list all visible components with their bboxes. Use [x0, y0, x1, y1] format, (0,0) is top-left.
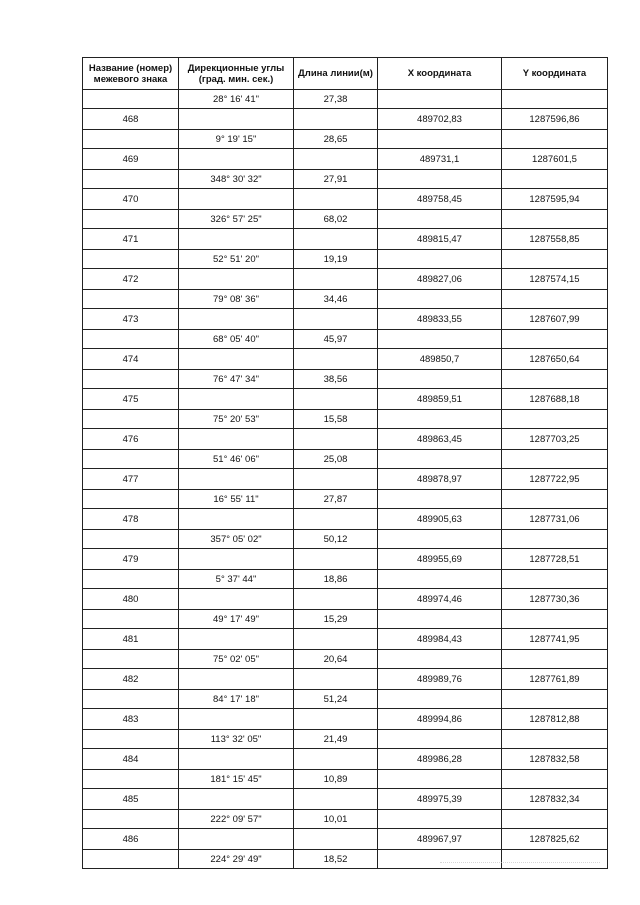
direction-angle-cell: 16° 55' 11" — [179, 490, 294, 509]
line-length-cell — [294, 389, 378, 410]
table-row-segment — [83, 610, 608, 629]
direction-angle-cell — [179, 229, 294, 250]
y-coordinate-cell: 1287596,86 — [502, 109, 608, 130]
line-length-cell: 18,86 — [294, 570, 378, 589]
direction-angle-cell — [179, 429, 294, 450]
y-coordinate-cell: 1287731,06 — [502, 509, 608, 530]
header-y-coordinate: Y координата — [502, 58, 608, 90]
line-length-cell — [294, 429, 378, 450]
y-coordinate-cell — [502, 810, 608, 829]
table-row-point — [83, 749, 608, 770]
marker-name-cell — [83, 210, 179, 229]
table-row-segment — [83, 530, 608, 549]
direction-angle-cell: 28° 16' 41" — [179, 90, 294, 109]
direction-angle-cell: 224° 29' 49" — [179, 850, 294, 869]
direction-angle-cell: 222° 09' 57" — [179, 810, 294, 829]
marker-name-cell: 485 — [83, 789, 179, 810]
x-coordinate-cell: 489986,28 — [378, 749, 502, 770]
marker-name-cell: 472 — [83, 269, 179, 290]
direction-angle-cell: 51° 46' 06" — [179, 450, 294, 469]
y-coordinate-cell: 1287761,89 — [502, 669, 608, 690]
direction-angle-cell: 79° 08' 36" — [179, 290, 294, 309]
y-coordinate-cell — [502, 650, 608, 669]
direction-angle-cell — [179, 749, 294, 770]
marker-name-cell: 481 — [83, 629, 179, 650]
y-coordinate-cell — [502, 290, 608, 309]
line-length-cell: 45,97 — [294, 330, 378, 349]
line-length-cell: 20,64 — [294, 650, 378, 669]
direction-angle-cell — [179, 709, 294, 730]
table-row-segment — [83, 330, 608, 349]
table-row-point — [83, 629, 608, 650]
marker-name-cell — [83, 810, 179, 829]
marker-name-cell: 484 — [83, 749, 179, 770]
marker-name-cell — [83, 490, 179, 509]
table-row-segment — [83, 810, 608, 829]
table-row-segment — [83, 170, 608, 189]
line-length-cell: 18,52 — [294, 850, 378, 869]
y-coordinate-cell: 1287650,64 — [502, 349, 608, 370]
marker-name-cell: 471 — [83, 229, 179, 250]
header-x-coordinate: X координата — [378, 58, 502, 90]
marker-name-cell: 478 — [83, 509, 179, 530]
table-row-segment — [83, 130, 608, 149]
table-row-point — [83, 269, 608, 290]
line-length-cell — [294, 789, 378, 810]
line-length-cell: 15,58 — [294, 410, 378, 429]
line-length-cell — [294, 509, 378, 530]
table-row-point — [83, 149, 608, 170]
x-coordinate-cell — [378, 810, 502, 829]
marker-name-cell: 469 — [83, 149, 179, 170]
y-coordinate-cell — [502, 450, 608, 469]
x-coordinate-cell: 489975,39 — [378, 789, 502, 810]
table-row-segment — [83, 770, 608, 789]
y-coordinate-cell — [502, 410, 608, 429]
x-coordinate-cell — [378, 490, 502, 509]
table-row-segment — [83, 370, 608, 389]
direction-angle-cell: 357° 05' 02" — [179, 530, 294, 549]
direction-angle-cell — [179, 589, 294, 610]
marker-name-cell: 468 — [83, 109, 179, 130]
table-row-segment — [83, 450, 608, 469]
x-coordinate-cell: 489984,43 — [378, 629, 502, 650]
marker-name-cell — [83, 610, 179, 629]
marker-name-cell — [83, 90, 179, 109]
direction-angle-cell: 326° 57' 25" — [179, 210, 294, 229]
x-coordinate-cell — [378, 450, 502, 469]
line-length-cell: 10,01 — [294, 810, 378, 829]
y-coordinate-cell: 1287832,58 — [502, 749, 608, 770]
marker-name-cell — [83, 370, 179, 389]
table-row-point — [83, 229, 608, 250]
y-coordinate-cell: 1287832,34 — [502, 789, 608, 810]
marker-name-cell — [83, 250, 179, 269]
marker-name-cell: 470 — [83, 189, 179, 210]
marker-name-cell — [83, 130, 179, 149]
x-coordinate-cell — [378, 730, 502, 749]
direction-angle-cell — [179, 669, 294, 690]
y-coordinate-cell: 1287812,88 — [502, 709, 608, 730]
line-length-cell — [294, 469, 378, 490]
table-row-segment — [83, 490, 608, 509]
table-row-point — [83, 109, 608, 130]
table-row-point — [83, 829, 608, 850]
y-coordinate-cell — [502, 210, 608, 229]
header-line-length: Длина линии(м) — [294, 58, 378, 90]
x-coordinate-cell — [378, 330, 502, 349]
x-coordinate-cell: 489989,76 — [378, 669, 502, 690]
table-row-segment — [83, 250, 608, 269]
direction-angle-cell: 113° 32' 05" — [179, 730, 294, 749]
marker-name-cell — [83, 170, 179, 189]
x-coordinate-cell: 489974,46 — [378, 589, 502, 610]
direction-angle-cell: 181° 15' 45" — [179, 770, 294, 789]
marker-name-cell — [83, 410, 179, 429]
line-length-cell: 50,12 — [294, 530, 378, 549]
marker-name-cell: 479 — [83, 549, 179, 570]
coordinates-table — [82, 57, 608, 869]
line-length-cell: 28,65 — [294, 130, 378, 149]
y-coordinate-cell: 1287558,85 — [502, 229, 608, 250]
y-coordinate-cell: 1287601,5 — [502, 149, 608, 170]
x-coordinate-cell: 489878,97 — [378, 469, 502, 490]
x-coordinate-cell — [378, 650, 502, 669]
table-row-point — [83, 789, 608, 810]
y-coordinate-cell — [502, 530, 608, 549]
line-length-cell: 34,46 — [294, 290, 378, 309]
y-coordinate-cell — [502, 610, 608, 629]
line-length-cell — [294, 669, 378, 690]
y-coordinate-cell — [502, 370, 608, 389]
line-length-cell: 10,89 — [294, 770, 378, 789]
line-length-cell — [294, 229, 378, 250]
direction-angle-cell — [179, 149, 294, 170]
marker-name-cell — [83, 330, 179, 349]
y-coordinate-cell: 1287688,18 — [502, 389, 608, 410]
line-length-cell: 15,29 — [294, 610, 378, 629]
marker-name-cell: 475 — [83, 389, 179, 410]
direction-angle-cell — [179, 389, 294, 410]
line-length-cell — [294, 309, 378, 330]
marker-name-cell: 486 — [83, 829, 179, 850]
line-length-cell: 38,56 — [294, 370, 378, 389]
direction-angle-cell: 5° 37' 44" — [179, 570, 294, 589]
header-marker-name: Название (номер) межевого знака — [83, 58, 179, 90]
marker-name-cell — [83, 650, 179, 669]
marker-name-cell: 474 — [83, 349, 179, 370]
y-coordinate-cell: 1287741,95 — [502, 629, 608, 650]
x-coordinate-cell — [378, 290, 502, 309]
table-row-point — [83, 669, 608, 690]
table-row-point — [83, 349, 608, 370]
direction-angle-cell — [179, 189, 294, 210]
direction-angle-cell: 68° 05' 40" — [179, 330, 294, 349]
x-coordinate-cell: 489905,63 — [378, 509, 502, 530]
y-coordinate-cell — [502, 490, 608, 509]
table-header — [83, 58, 608, 90]
line-length-cell — [294, 149, 378, 170]
table-row-point — [83, 589, 608, 610]
y-coordinate-cell — [502, 570, 608, 589]
direction-angle-cell: 76° 47' 34" — [179, 370, 294, 389]
x-coordinate-cell — [378, 90, 502, 109]
direction-angle-cell — [179, 789, 294, 810]
boundary-coordinates-sheet — [82, 57, 607, 869]
x-coordinate-cell: 489731,1 — [378, 149, 502, 170]
marker-name-cell — [83, 850, 179, 869]
y-coordinate-cell — [502, 130, 608, 149]
line-length-cell: 25,08 — [294, 450, 378, 469]
x-coordinate-cell: 489955,69 — [378, 549, 502, 570]
x-coordinate-cell: 489815,47 — [378, 229, 502, 250]
header-row — [83, 58, 608, 90]
x-coordinate-cell: 489994,86 — [378, 709, 502, 730]
y-coordinate-cell — [502, 730, 608, 749]
y-coordinate-cell — [502, 250, 608, 269]
y-coordinate-cell: 1287607,99 — [502, 309, 608, 330]
x-coordinate-cell — [378, 770, 502, 789]
table-row-point — [83, 429, 608, 450]
x-coordinate-cell — [378, 410, 502, 429]
line-length-cell: 68,02 — [294, 210, 378, 229]
y-coordinate-cell — [502, 770, 608, 789]
x-coordinate-cell: 489702,83 — [378, 109, 502, 130]
direction-angle-cell — [179, 629, 294, 650]
line-length-cell: 51,24 — [294, 690, 378, 709]
table-row-point — [83, 509, 608, 530]
marker-name-cell: 482 — [83, 669, 179, 690]
x-coordinate-cell: 489758,45 — [378, 189, 502, 210]
x-coordinate-cell: 489967,97 — [378, 829, 502, 850]
x-coordinate-cell: 489833,55 — [378, 309, 502, 330]
line-length-cell — [294, 629, 378, 650]
table-body — [83, 90, 608, 869]
marker-name-cell: 483 — [83, 709, 179, 730]
x-coordinate-cell — [378, 610, 502, 629]
y-coordinate-cell: 1287825,62 — [502, 829, 608, 850]
direction-angle-cell — [179, 269, 294, 290]
direction-angle-cell: 52° 51' 20" — [179, 250, 294, 269]
line-length-cell — [294, 589, 378, 610]
line-length-cell: 27,87 — [294, 490, 378, 509]
table-row-segment — [83, 730, 608, 749]
direction-angle-cell: 9° 19' 15" — [179, 130, 294, 149]
table-row-segment — [83, 570, 608, 589]
marker-name-cell: 477 — [83, 469, 179, 490]
x-coordinate-cell — [378, 570, 502, 589]
line-length-cell: 27,38 — [294, 90, 378, 109]
y-coordinate-cell — [502, 330, 608, 349]
line-length-cell: 21,49 — [294, 730, 378, 749]
x-coordinate-cell — [378, 130, 502, 149]
y-coordinate-cell — [502, 90, 608, 109]
y-coordinate-cell: 1287574,15 — [502, 269, 608, 290]
direction-angle-cell — [179, 309, 294, 330]
direction-angle-cell: 84° 17' 18" — [179, 690, 294, 709]
table-row-segment — [83, 410, 608, 429]
table-row-point — [83, 389, 608, 410]
table-row-point — [83, 709, 608, 730]
marker-name-cell — [83, 530, 179, 549]
x-coordinate-cell — [378, 210, 502, 229]
x-coordinate-cell: 489859,51 — [378, 389, 502, 410]
direction-angle-cell — [179, 829, 294, 850]
table-row-point — [83, 309, 608, 330]
direction-angle-cell — [179, 109, 294, 130]
line-length-cell — [294, 709, 378, 730]
line-length-cell — [294, 109, 378, 130]
marker-name-cell — [83, 730, 179, 749]
direction-angle-cell: 75° 02' 05" — [179, 650, 294, 669]
y-coordinate-cell: 1287595,94 — [502, 189, 608, 210]
table-row-segment — [83, 650, 608, 669]
direction-angle-cell: 49° 17' 49" — [179, 610, 294, 629]
marker-name-cell: 476 — [83, 429, 179, 450]
line-length-cell — [294, 749, 378, 770]
y-coordinate-cell: 1287728,51 — [502, 549, 608, 570]
line-length-cell — [294, 189, 378, 210]
x-coordinate-cell — [378, 370, 502, 389]
direction-angle-cell — [179, 349, 294, 370]
marker-name-cell: 473 — [83, 309, 179, 330]
marker-name-cell — [83, 290, 179, 309]
y-coordinate-cell: 1287730,36 — [502, 589, 608, 610]
table-row-segment — [83, 690, 608, 709]
line-length-cell — [294, 549, 378, 570]
direction-angle-cell: 75° 20' 53" — [179, 410, 294, 429]
table-row-point — [83, 189, 608, 210]
x-coordinate-cell — [378, 170, 502, 189]
table-row-segment — [83, 210, 608, 229]
direction-angle-cell — [179, 549, 294, 570]
table-row-point — [83, 469, 608, 490]
header-direction-angle: Дирекционные углы (град. мин. сек.) — [179, 58, 294, 90]
x-coordinate-cell: 489827,06 — [378, 269, 502, 290]
table-row-segment — [83, 290, 608, 309]
line-length-cell — [294, 829, 378, 850]
marker-name-cell — [83, 690, 179, 709]
line-length-cell — [294, 269, 378, 290]
y-coordinate-cell: 1287722,95 — [502, 469, 608, 490]
x-coordinate-cell — [378, 250, 502, 269]
direction-angle-cell — [179, 469, 294, 490]
x-coordinate-cell: 489863,45 — [378, 429, 502, 450]
line-length-cell: 19,19 — [294, 250, 378, 269]
marker-name-cell — [83, 450, 179, 469]
y-coordinate-cell — [502, 170, 608, 189]
x-coordinate-cell: 489850,7 — [378, 349, 502, 370]
marker-name-cell — [83, 570, 179, 589]
x-coordinate-cell — [378, 690, 502, 709]
line-length-cell: 27,91 — [294, 170, 378, 189]
direction-angle-cell: 348° 30' 32" — [179, 170, 294, 189]
scan-artifact — [440, 862, 600, 869]
marker-name-cell — [83, 770, 179, 789]
table-row-point — [83, 549, 608, 570]
table-row-segment — [83, 90, 608, 109]
y-coordinate-cell — [502, 690, 608, 709]
y-coordinate-cell: 1287703,25 — [502, 429, 608, 450]
x-coordinate-cell — [378, 530, 502, 549]
direction-angle-cell — [179, 509, 294, 530]
line-length-cell — [294, 349, 378, 370]
marker-name-cell: 480 — [83, 589, 179, 610]
